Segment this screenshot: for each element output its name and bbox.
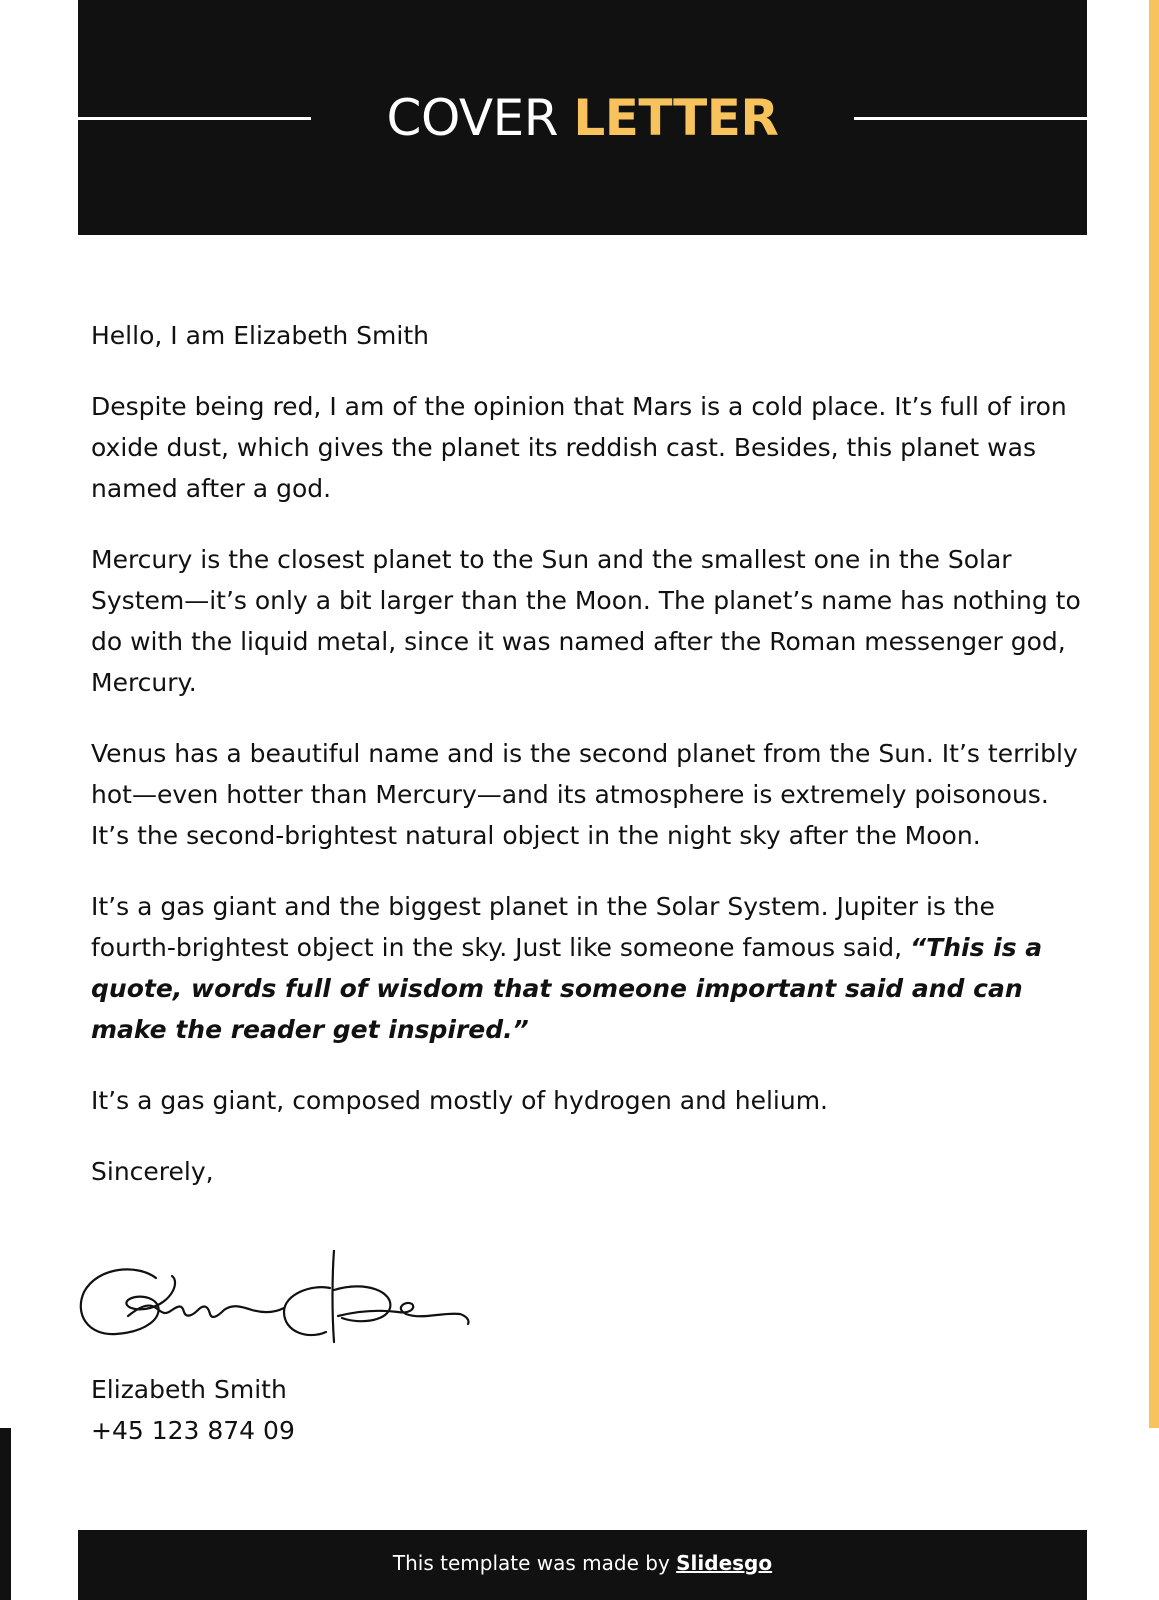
letter-paragraph-1: Despite being red, I am of the opinion that Mars is a cold place. It’s full of iron oxide dust, which gives the planet its reddish cast. Besides, this planet was named after a god. — [91, 392, 1067, 503]
signer-phone: +45 123 874 09 — [91, 1416, 295, 1445]
letter-closing: Sincerely, — [91, 1157, 214, 1186]
quote-text: “This is a quote, words full of wisdom that someone important said and can make the reader get inspired.” — [91, 933, 1043, 1044]
title-part-2: LETTER — [573, 89, 779, 147]
page-title — [78, 80, 1087, 156]
letter-paragraph-2: Mercury is the closest planet to the Sun and the smallest one in the Solar System—it’s only a bit larger than the Moon. The planet’s name has nothing to do with the liquid metal, since it was named after the Roman messenger god, Mercury. — [91, 545, 1081, 697]
letter-paragraph-5: It’s a gas giant, composed mostly of hydrogen and helium. — [91, 1086, 828, 1115]
footer-text: This template was made by — [392, 1551, 677, 1575]
slidesgo-link[interactable]: Slidesgo — [676, 1551, 773, 1575]
footer-banner — [78, 1530, 1087, 1600]
letter-paragraph-4-text: It’s a gas giant and the biggest planet in the Solar System. Jupiter is the fourth-brightest object in the sky. Just like someone famous said, — [91, 892, 995, 962]
letter-paragraph-4 — [91, 886, 1081, 1050]
title-part-1: COVER — [386, 89, 558, 147]
letter-body — [91, 315, 1081, 1222]
letter-paragraph-3: Venus has a beautiful name and is the second planet from the Sun. It’s terribly hot—even hotter than Mercury—and its atmosphere is extremely poisonous. It’s the second-brightest natural object in the night sky after the Moon. — [91, 739, 1078, 850]
signature-image — [76, 1250, 471, 1350]
accent-bar-right — [1149, 0, 1159, 1428]
letter-greeting: Hello, I am Elizabeth Smith — [91, 321, 429, 350]
accent-bar-left — [0, 1428, 11, 1600]
signer-block — [91, 1369, 295, 1451]
signer-name: Elizabeth Smith — [91, 1375, 287, 1404]
header-banner — [78, 0, 1087, 235]
